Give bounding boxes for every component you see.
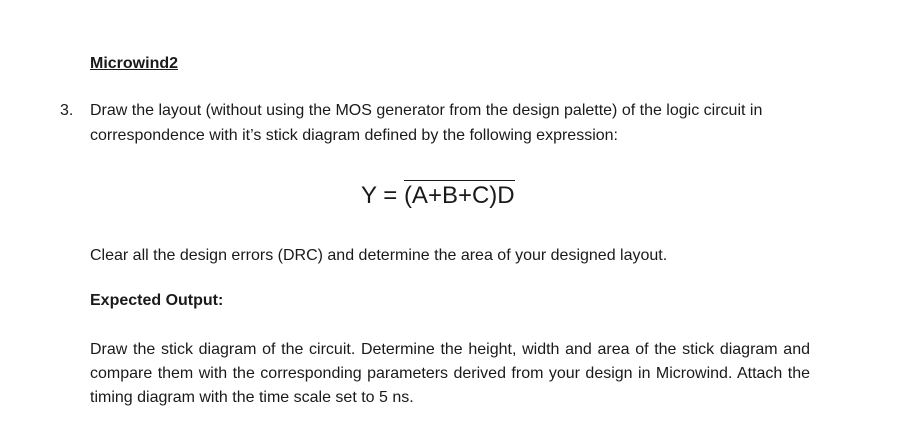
- expected-output-text: Draw the stick diagram of the circuit. Determine the height, width and area of the stick diagram and compare them with the corresponding parameters derived from your design in Microwind. Attach the timing diagram with the time scale set to 5 ns.: [90, 341, 810, 406]
- logic-expression: [361, 180, 515, 212]
- expression-lhs: Y =: [361, 182, 404, 209]
- section-heading: Microwind2: [90, 55, 179, 72]
- question-number: 3.: [60, 102, 74, 119]
- drc-instruction: Clear all the design errors (DRC) and determine the area of your designed layout.: [90, 247, 668, 264]
- question-text: Draw the layout (without using the MOS generator from the design palette) of the logic circuit in correspondence with it’s stick diagram defined by the following expression:: [90, 102, 763, 144]
- expected-output-heading: Expected Output:: [90, 292, 224, 309]
- expression-overlined: (A+B+C)D: [403, 182, 515, 209]
